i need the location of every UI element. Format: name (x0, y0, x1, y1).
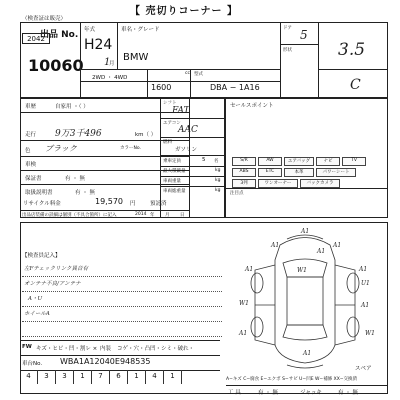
spec-line-4 (160, 166, 225, 167)
lot-box-label (22, 33, 50, 44)
warranty-value: 有 ・ 無 (65, 176, 85, 182)
inspector-rule-4 (22, 321, 222, 322)
drive-divider (147, 69, 148, 98)
vin-label: 車台No. (22, 361, 43, 367)
shape-label: 形状 (283, 48, 292, 53)
sales-points-grid (232, 157, 382, 187)
spec-line-6 (160, 186, 225, 187)
tools-label: 工 具 (228, 390, 241, 396)
capacity-value: 5 (202, 157, 206, 163)
digit-cell: 3 (38, 370, 56, 384)
jack-value: 有 ・ 無 (338, 390, 358, 396)
lot-heading: 出品 No. (40, 30, 79, 40)
fw-label: FW (22, 344, 32, 350)
digit-cell: 3 (56, 370, 74, 384)
name-grade-label: 車名・グレード (121, 27, 160, 33)
car-damage-diagram (225, 225, 385, 375)
history-label: 車歴 (25, 104, 37, 110)
sales-points-label: セールスポイント (230, 103, 274, 109)
max-load-unit: kg (215, 168, 221, 173)
lot-divider (80, 22, 81, 98)
year-label: 年式 (84, 27, 96, 33)
cc-unit: cc (185, 71, 190, 76)
digit-cell: 4 (20, 370, 38, 384)
lot-box-label-text: 2042 (27, 35, 45, 43)
sales-point-item: バックカメラ (300, 179, 340, 188)
vin-row-top (20, 355, 220, 356)
recycle-label: リサイクル料金 (23, 201, 61, 207)
digit-cell: 1 (164, 370, 182, 384)
damage-mark: W1 (365, 330, 375, 337)
month-value: 1 (104, 57, 111, 68)
year-value: H24 (84, 37, 113, 53)
date-sep-month: 月 (165, 213, 170, 218)
sales-point-item: ナビ (316, 157, 340, 166)
weight-unit: kg (215, 178, 221, 183)
score-row-divider (318, 69, 388, 70)
sales-point-item: エアバッグ (284, 157, 314, 166)
interior-items: コゲ・穴・凸凹・シミ・破れ・ (117, 346, 195, 352)
damage-mark: A1 (301, 228, 310, 235)
top-row-divider (80, 69, 280, 70)
damage-mark: A1 (361, 302, 370, 309)
notes-label: 注目点 (230, 191, 244, 196)
sales-point-item: ETC (258, 168, 282, 177)
door-label: ドア (283, 26, 292, 31)
recycle-value: 19,570 (95, 197, 123, 206)
total-weight-label: 車両総重量 (163, 189, 186, 194)
inspector-line-2: オンテナ不良/アンテナ (24, 281, 81, 287)
recycle-yen: 円 (130, 201, 136, 207)
weight-label: 車両重量 (163, 179, 181, 184)
door-value: 5 (300, 28, 308, 42)
digit-cell: 1 (74, 370, 92, 384)
digit-cell: 1 (128, 370, 146, 384)
model-row-divider (80, 81, 280, 82)
date-sep-day: 日 (180, 213, 185, 218)
spare-label: スペア (355, 366, 372, 372)
cc-divider (190, 69, 191, 98)
door-divider (280, 44, 318, 45)
shift-label: シフト (163, 101, 177, 106)
damage-mark: A1 (271, 242, 280, 249)
sales-point-item: ワンオーナー (258, 179, 298, 188)
capacity-unit: 名 (214, 159, 219, 164)
drive-type: 2WD ・ 4WD (92, 75, 128, 81)
sales-point-item: パワーシート (316, 168, 356, 177)
vin-value: WBA1A12040E948535 (60, 357, 151, 366)
jack-label: ジャッキ (300, 390, 322, 396)
tools-value: 有 ・ 無 (258, 390, 278, 396)
inspector-line-3: A・U (28, 296, 43, 302)
shift-value: FAT (172, 106, 190, 116)
inspector-label: 【検査員記入】 (22, 253, 61, 259)
color-value: ブラック (45, 144, 77, 153)
damage-mark: A1 (317, 248, 326, 255)
notes-divider (225, 188, 388, 189)
legal-note: 出品店装備の詳細は個別（不具合箇所）に記入 (22, 213, 117, 218)
recycle-status: 預託済 (150, 201, 167, 207)
inspection-label: 車検 (25, 162, 37, 168)
score-divider (318, 22, 319, 98)
color-no-label: カラーNo. (120, 146, 141, 151)
damage-mark: W1 (297, 267, 307, 274)
sales-point-item: 本革 (284, 168, 314, 177)
grade-score: 3.5 (338, 40, 366, 60)
tools-row-top (226, 385, 388, 386)
sales-point-item: ABS (232, 168, 256, 177)
fw-row-top (20, 340, 220, 341)
spec-line-1 (160, 118, 225, 119)
total-weight-unit: kg (215, 188, 221, 193)
spec-line-3 (160, 155, 225, 156)
capacity-label: 乗車定員 (163, 159, 181, 164)
inspector-line-4: ホイールA (24, 311, 50, 317)
model-code: DBA − 1A16 (210, 83, 260, 92)
inspector-rule-3 (22, 306, 222, 307)
damage-mark: A1 (359, 266, 368, 273)
lot-number: 10060 (28, 56, 84, 75)
spec-line-2 (160, 137, 225, 138)
car-name: BMW (123, 52, 149, 63)
displacement-value: 1600 (151, 83, 172, 92)
history-value: 自家用 ・（ ） (55, 104, 89, 110)
mileage-value: 9万3千496 (55, 129, 102, 139)
damage-mark: A1 (239, 330, 248, 337)
interior-label: 内装 (100, 346, 112, 352)
spec-line-5 (160, 176, 225, 177)
sales-point-item: 3列 (232, 179, 256, 188)
digit-row (20, 370, 220, 384)
damage-mark: A1 (245, 266, 254, 273)
ownership-note: （検査証は販売） (22, 16, 67, 22)
mileage-label: 走行 (25, 132, 37, 138)
damage-mark: A1 (333, 242, 342, 249)
date-sep-year: 年 (150, 213, 155, 218)
model-label: 型式 (194, 72, 203, 77)
digit-cell: 4 (146, 370, 164, 384)
digit-cell: 7 (92, 370, 110, 384)
manual-value: 有 ・ 無 (75, 190, 95, 196)
manual-label: 取扱説明書 (25, 190, 53, 196)
sales-point-item: AW (258, 157, 282, 166)
inspector-rule-2 (22, 291, 222, 292)
damage-legend: A−キズ C−腐食 E−エクボ S−サビ U−凹E W−補修 XX−交換済 (226, 377, 358, 382)
date-year: 2014 (135, 212, 147, 217)
ac-value: AAC (178, 125, 198, 135)
sales-point-item: TV (342, 157, 366, 166)
year-divider (117, 22, 118, 69)
max-load-label: 最大積載量 (163, 169, 186, 174)
warranty-label: 保証書 (25, 176, 42, 182)
ac-label: エアコン (163, 121, 181, 126)
inspector-rule-1 (22, 276, 222, 277)
damage-mark: A1 (303, 350, 312, 357)
mileage-unit: km（ ） (135, 132, 157, 138)
fuel-value: ガソリン (175, 147, 198, 153)
sales-point-item: S/R (232, 157, 256, 166)
right-block-divider (280, 22, 281, 98)
fw-items: キズ・ヒビ・凹・割レ × (36, 346, 98, 352)
auction-sheet-title: 【 売切りコーナー 】 (130, 6, 238, 17)
month-unit: 月 (109, 61, 115, 67)
fuel-label: 燃料 (163, 140, 172, 145)
color-label: 色 (25, 148, 31, 154)
inspector-line-1: 左Fチェックリンク異音有 (24, 266, 89, 272)
inner-grade: C (350, 77, 361, 93)
damage-mark: W1 (239, 300, 249, 307)
digit-cell: 6 (110, 370, 128, 384)
inspector-rule-5 (22, 336, 222, 337)
damage-mark: U1 (361, 280, 370, 287)
